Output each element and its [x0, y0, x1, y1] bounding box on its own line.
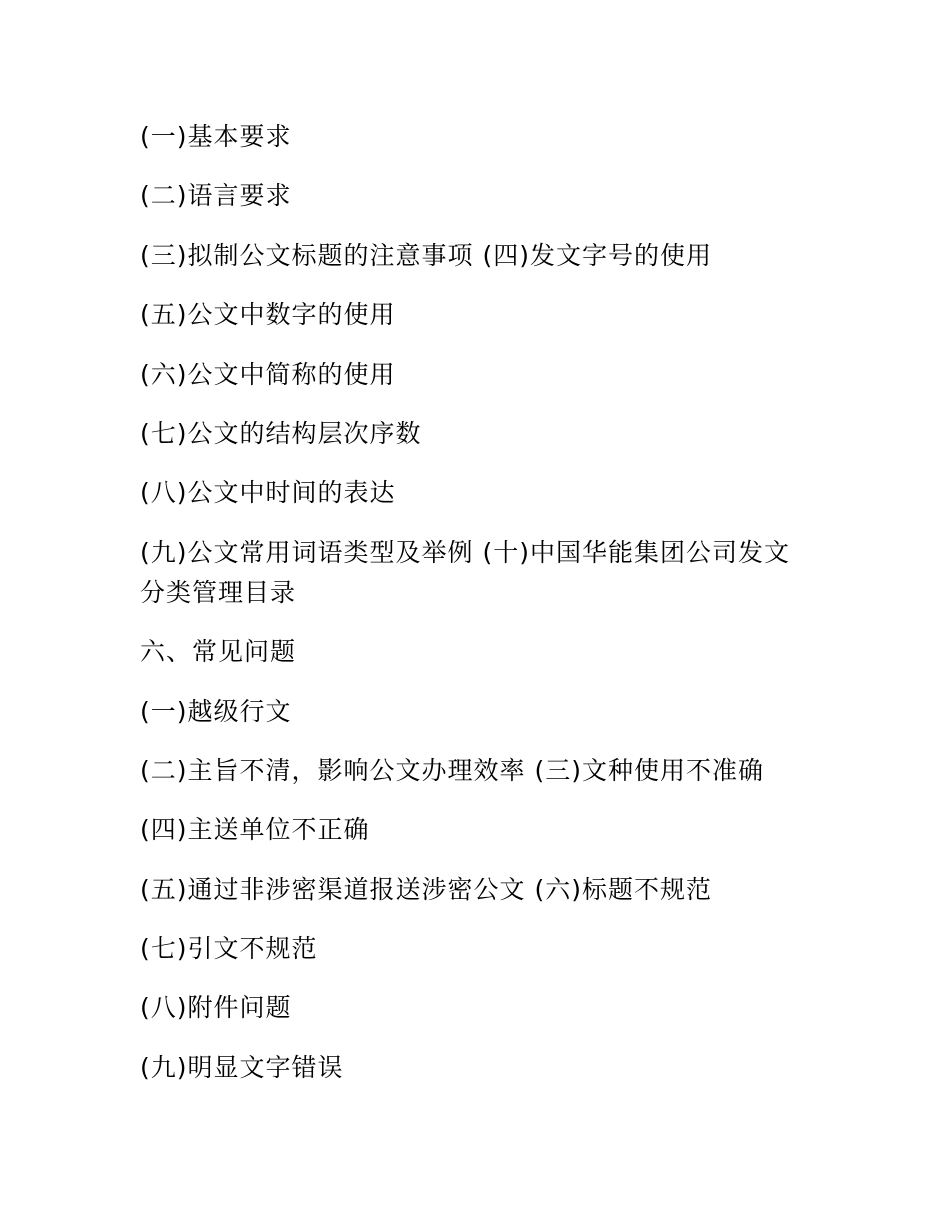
outline-item: (八)公文中时间的表达	[140, 478, 396, 508]
outline-item: (一)基本要求	[140, 122, 292, 151]
outline-item: (三)拟制公文标题的注意事项 (四)发文字号的使用	[140, 240, 712, 270]
outline-item: (八)附件问题	[140, 993, 292, 1023]
outline-item: (五)公文中数字的使用	[140, 300, 396, 330]
outline-item: (九)明显文字错误	[140, 1052, 344, 1082]
outline-item: (五)通过非涉密渠道报送涉密公文 (六)标题不规范	[140, 874, 712, 904]
outline-item: (一)越级行文	[140, 696, 292, 726]
outline-item: (四)主送单位不正确	[140, 815, 370, 845]
section-heading: 六、常见问题	[140, 637, 297, 667]
outline-item: (七)引文不规范	[140, 934, 318, 964]
outline-item: (九)公文常用词语类型及举例 (十)中国华能集团公司发文分类管理目录	[140, 537, 790, 607]
outline-item: (七)公文的结构层次序数	[140, 418, 422, 448]
outline-item: (二)语言要求	[140, 181, 292, 211]
outline-item: (六)公文中简称的使用	[140, 359, 396, 389]
document-body	[140, 117, 800, 1107]
outline-item: (二)主旨不清，影响公文办理效率 (三)文种使用不准确	[140, 755, 764, 785]
